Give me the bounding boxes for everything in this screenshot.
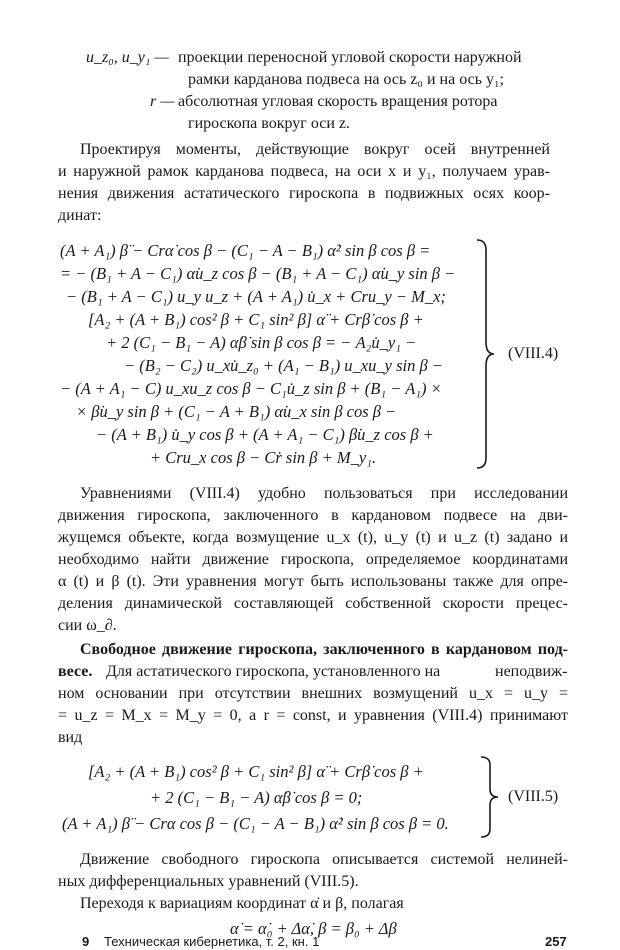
para3-line-1-end: неподвиж-	[495, 663, 568, 680]
eq85-line-3: (A + A₁) β̈ − Crα cos β − (C₁ − A − B₁) α̇² sin β cos β = 0.	[62, 814, 449, 833]
para1-line-2: и наружной рамок карданова подвеса, на оси x и y₁, получаем урав-	[58, 163, 550, 180]
para2-line-3: жущемся объекте, когда возмущение u_x (t), u_y (t) и u_z (t) задано и	[58, 529, 568, 546]
para1-line-1: Проектируя моменты, действующие вокруг осей внутренней	[80, 141, 550, 158]
eq84-line-5: + 2 (C₁ − B₁ − A) α̇β̇ sin β cos β = − A₂u̇_y₁ −	[106, 333, 417, 352]
def-text-u-cont: рамки карданова подвеса на ось z₀ и на ось y₁;	[188, 71, 505, 88]
para3-line-4: вид	[58, 729, 83, 746]
def-text-r-cont: гироскопа вокруг оси z.	[188, 115, 350, 132]
eq84-number: (VIII.4)	[508, 345, 559, 362]
para3-line-2: ном основании при отсутствии внешних возмущений u_x = u_y =	[58, 685, 568, 702]
para3-line-1: Для астатического гироскопа, установленного на	[106, 663, 441, 680]
eq84-brace-icon	[474, 238, 498, 470]
para2-line-6: деления динамической составляющей собственной скорости прецес-	[58, 595, 568, 612]
eq84-line-7: − (A + A₁ − C) u_xu_z cos β − C₁u̇_z sin β + (B₁ − A₁) ×	[60, 379, 442, 398]
para2-line-7: сии ω_∂.	[58, 617, 117, 634]
para4-line-2: ных дифференциальных уравнений (VIII.5).	[58, 873, 359, 890]
para1-line-3: нения движения астатического гироскопа в подвижных осях коор-	[58, 185, 550, 202]
para1-line-4: динат:	[58, 207, 102, 224]
eq84-line-1: (A + A₁) β̈ − Crα̇ cos β − (C₁ − A − B₁) α̇² sin β cos β =	[60, 241, 431, 260]
page-number: 257	[545, 934, 567, 949]
eq84-line-4: [A₂ + (A + B₁) cos² β + C₁ sin² β] α̈ + Crβ̇ cos β +	[88, 310, 424, 329]
section-heading: Свободное движение гироскопа, заключенного в кардановом под-	[80, 641, 568, 658]
eq85-line-2: + 2 (C₁ − B₁ − A) α̇β̇ cos β = 0;	[150, 788, 363, 807]
eq85-brace-icon	[478, 755, 502, 839]
eq84-line-3: − (B₁ + A − C₁) u_y u_z + (A + A₁) u̇_x + Cru_y − M_x;	[66, 287, 446, 306]
para2-line-1: Уравнениями (VIII.4) удобно пользоваться при исследовании	[80, 485, 568, 502]
def-symbol-r: r —	[150, 93, 175, 110]
def-text-u: проекции переносной угловой скорости наружной	[178, 49, 522, 66]
def-text-r: абсолютная угловая скорость вращения ротора	[178, 93, 498, 110]
eq84-line-6: − (B₂ − C₂) u_xu̇_z₀ + (A₁ − B₁) u_xu_y sin β −	[124, 356, 443, 375]
footer-title: Техническая кибернетика, т. 2, кн. 1	[104, 934, 320, 949]
para3-line-3: = u_z = M_x = M_y = 0, а r = const, и уравнения (VIII.4) принимают	[58, 707, 568, 724]
section-heading-cont: весе.	[58, 663, 93, 680]
def-symbols-u: u_z₀, u_y₁ —	[86, 49, 169, 66]
eq84-line-8: × β̇u_y sin β + (C₁ − A + B₁) α̇u_x sin β cos β −	[76, 402, 397, 421]
para2-line-5: α (t) и β (t). Эти уравнения могут быть использованы также для опре-	[58, 573, 568, 590]
eq84-line-10: + Cru_x cos β − Cṙ sin β + M_y₁.	[150, 448, 377, 467]
eq-last: α̇ = α̇₀ + Δα̇, β = β₀ + Δβ	[230, 919, 397, 938]
footer-signature: 9	[82, 934, 90, 949]
eq84-line-2: = − (B₁ + A − C₁) α̇u_z cos β − (B₁ + A − C₁) α̇u_y sin β −	[60, 264, 456, 283]
para2-line-2: движения гироскопа, заключенного в кардановом подвесе на дви-	[58, 507, 568, 524]
eq85-line-1: [A₂ + (A + B₁) cos² β + C₁ sin² β] α̈ + Crβ̇ cos β +	[88, 762, 424, 781]
eq85-number: (VIII.5)	[508, 788, 559, 805]
para4-line-3: Переходя к вариациям координат α̇ и β, полагая	[80, 895, 404, 912]
para2-line-4: необходимо найти движение гироскопа, определяемое координатами	[58, 551, 568, 568]
eq84-line-9: − (A + B₁) u̇_y cos β + (A + A₁ − C₁) β̇u_z cos β +	[96, 425, 434, 444]
para4-line-1: Движение свободного гироскопа описывается системой нелиней-	[80, 851, 568, 868]
